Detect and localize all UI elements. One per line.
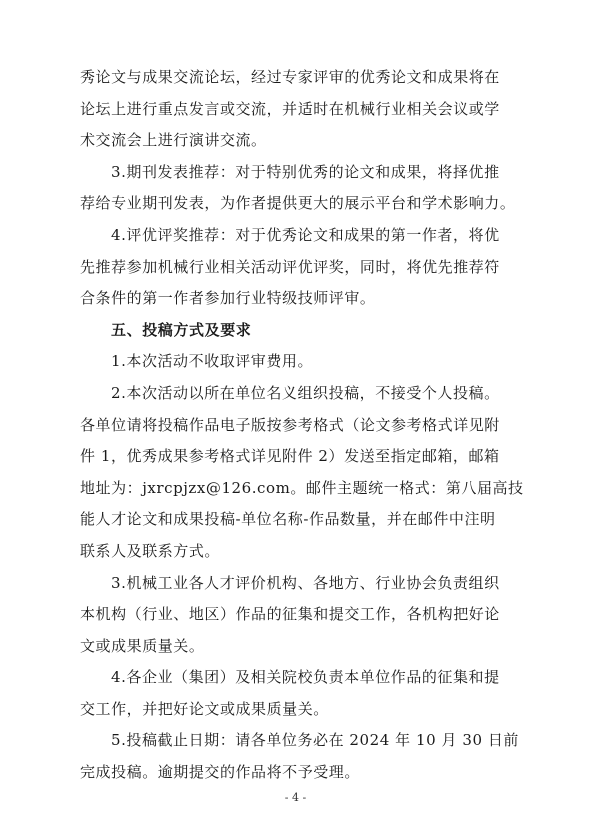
paragraph-line: 联系人及联系方式。 xyxy=(80,541,220,560)
paragraph-line: 术交流会上进行演讲交流。 xyxy=(80,131,267,150)
paragraph-line: 3.期刊发表推荐：对于特别优秀的论文和成果，将择优推 xyxy=(111,162,500,181)
page-number: - 4 - xyxy=(284,791,307,804)
paragraph-line: 件 1，优秀成果参考格式详见附件 2）发送至指定邮箱，邮箱 xyxy=(80,447,500,466)
section-heading: 五、投稿方式及要求 xyxy=(111,320,252,339)
paragraph-line: 4.各企业（集团）及相关院校负责本单位作品的征集和提 xyxy=(111,668,500,687)
paragraph-line: 2.本次活动以所在单位名义组织投稿，不接受个人投稿。 xyxy=(111,383,500,402)
paragraph-line: 本机构（行业、地区）作品的征集和提交工作，各机构把好论 xyxy=(80,605,500,624)
paragraph-line: 先推荐参加机械行业相关活动评优评奖，同时，将优先推荐符 xyxy=(80,257,500,276)
paragraph-line: 能人才论文和成果投稿-单位名称-作品数量，并在邮件中注明 xyxy=(80,510,496,529)
paragraph-line: 各单位请将投稿作品电子版按参考格式（论文参考格式详见附 xyxy=(80,415,500,434)
paragraph-line: 荐给专业期刊发表，为作者提供更大的展示平台和学术影响力。 xyxy=(80,194,516,213)
paragraph-line: 合条件的第一作者参加行业特级技师评审。 xyxy=(80,289,376,308)
paragraph-line: 4.评优评奖推荐：对于优秀论文和成果的第一作者，将优 xyxy=(111,225,500,244)
paragraph-line: 文或成果质量关。 xyxy=(80,636,205,655)
paragraph-line: 秀论文与成果交流论坛，经过专家评审的优秀论文和成果将在 xyxy=(80,68,500,86)
paragraph-line: 完成投稿。逾期提交的作品将不予受理。 xyxy=(80,763,360,782)
paragraph-line: 论坛上进行重点发言或交流，并适时在机械行业相关会议或学 xyxy=(80,99,500,118)
paragraph-line: 地址为：jxrcpjzx@126.com。邮件主题统一格式：第八届高技 xyxy=(80,478,524,497)
paragraph-line: 交工作，并把好论文或成果质量关。 xyxy=(80,699,329,718)
document-body xyxy=(80,62,522,789)
paragraph-line: 1.本次活动不收取评审费用。 xyxy=(111,352,314,371)
paragraph-line: 3.机械工业各人才评价机构、各地方、行业协会负责组织 xyxy=(111,573,500,592)
paragraph-line: 5.投稿截止日期：请各单位务必在 2024 年 10 月 30 日前 xyxy=(111,731,519,750)
